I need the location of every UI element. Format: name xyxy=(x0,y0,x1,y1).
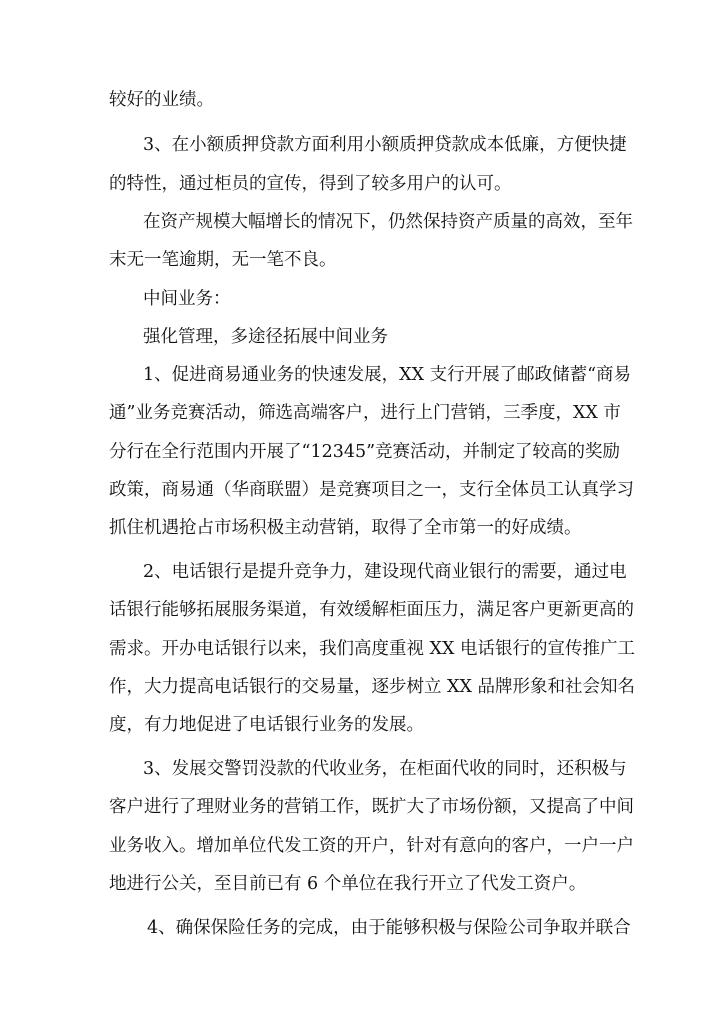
text-line: 业务收入。增加单位代发工资的开户，针对有意向的客户，一户一户 xyxy=(109,836,634,856)
text-line: 的特性，通过柜员的宣传，得到了较多用户的认可。 xyxy=(109,174,512,194)
text-line: 抓住机遇抢占市场积极主动营销，取得了全市第一的好成绩。 xyxy=(109,518,582,538)
text-line: 1、促进商易通业务的快速发展，XX 支行开展了邮政储蓄“商易 xyxy=(143,365,632,385)
text-line: 4、确保保险任务的完成，由于能够积极与保险公司争取并联合 xyxy=(147,918,631,938)
text-line: 地进行公关，至目前已有 6 个单位在我行开立了代发工资户。 xyxy=(109,874,587,894)
text-line: 较好的业绩。 xyxy=(109,90,214,110)
section-heading: 中间业务： xyxy=(143,289,231,309)
text-line: 客户进行了理财业务的营销工作，既扩大了市场份额，又提高了中间 xyxy=(109,797,634,817)
text-line: 话银行能够拓展服务渠道，有效缓解柜面压力，满足客户更新更高的 xyxy=(109,600,634,620)
text-line: 度，有力地促进了电话银行业务的发展。 xyxy=(109,715,424,735)
text-line: 末无一笔逾期，无一笔不良。 xyxy=(109,250,337,270)
text-line: 3、发展交警罚没款的代收业务，在柜面代收的同时，还积极与 xyxy=(143,759,627,779)
text-line: 作，大力提高电话银行的交易量，逐步树立 XX 品牌形象和社会知名 xyxy=(109,677,636,697)
section-subheading: 强化管理，多途径拓展中间业务 xyxy=(143,327,388,347)
text-line: 通”业务竞赛活动，筛选高端客户，进行上门营销，三季度，XX 市 xyxy=(109,403,621,423)
text-line: 在资产规模大幅增长的情况下，仍然保持资产质量的高效，至年 xyxy=(143,212,633,232)
text-line: 分行在全行范围内开展了“12345”竞赛活动，并制定了较高的奖励 xyxy=(109,442,621,462)
text-line: 2、电话银行是提升竞争力，建设现代商业银行的需要，通过电 xyxy=(143,562,627,582)
text-line: 政策，商易通（华商联盟）是竞赛项目之一，支行全体员工认真学习 xyxy=(109,480,634,500)
text-line: 3、在小额质押贷款方面利用小额质押贷款成本低廉，方便快捷 xyxy=(143,135,627,155)
text-line: 需求。开办电话银行以来，我们高度重视 XX 电话银行的宣传推广工 xyxy=(109,639,636,659)
